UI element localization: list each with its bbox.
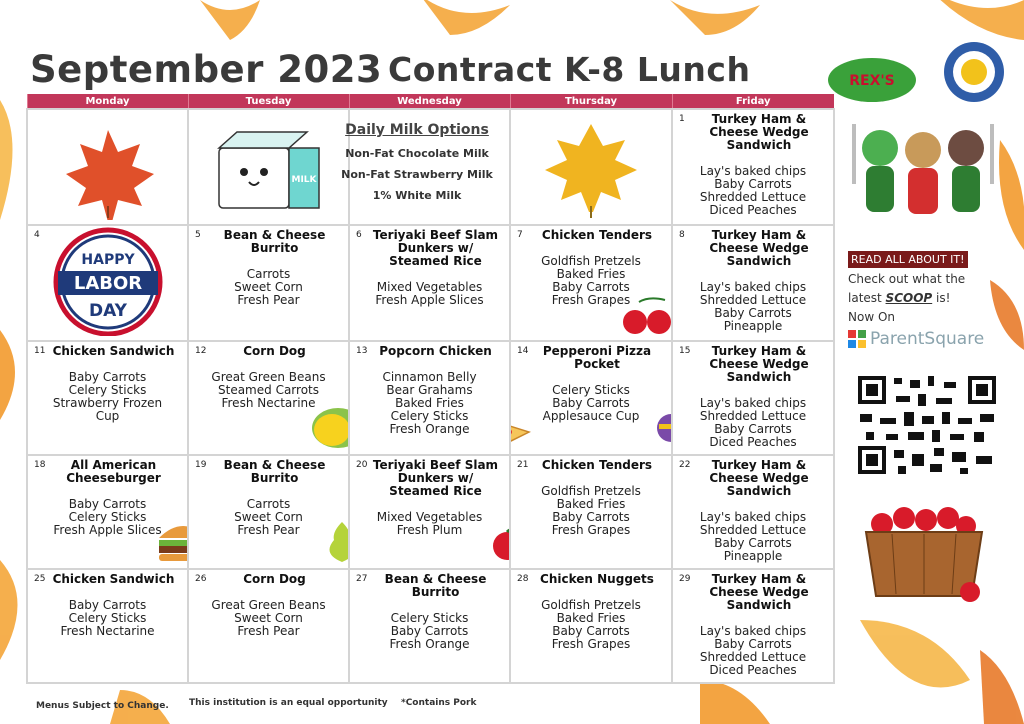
side-item: Baked Fries xyxy=(556,267,626,281)
entree: Turkey Ham & Cheese Wedge Sandwich xyxy=(709,344,809,384)
side-item: Fresh Nectarine xyxy=(60,624,155,638)
apple-icon xyxy=(487,524,510,564)
side-item: Shredded Lettuce xyxy=(699,190,807,204)
entree: Corn Dog xyxy=(243,344,306,358)
side-item: Baby Carrots xyxy=(68,497,147,511)
side-item: Goldfish Pretzels xyxy=(541,598,641,612)
news-text xyxy=(848,270,998,327)
entree: Pepperoni Pizza Pocket xyxy=(542,344,652,371)
sides-list xyxy=(189,599,348,638)
side-item: Celery Sticks xyxy=(390,409,469,423)
side-item: Shredded Lettuce xyxy=(699,293,807,307)
entree: Turkey Ham & Cheese Wedge Sandwich xyxy=(709,112,809,152)
day-number: 26 xyxy=(195,574,207,584)
milk-option: Non-Fat Chocolate Milk xyxy=(345,147,489,160)
week2-friday-cell xyxy=(672,225,834,341)
milk-option: Non-Fat Strawberry Milk xyxy=(341,168,493,181)
week3-friday-cell xyxy=(672,341,834,455)
day-number: 13 xyxy=(356,346,368,356)
sides-list xyxy=(350,511,509,537)
day-header-tuesday: Tuesday xyxy=(188,94,349,109)
side-item: Shredded Lettuce xyxy=(699,409,807,423)
side-item: Carrots xyxy=(246,497,291,511)
week2-thursday-cell xyxy=(510,225,672,341)
day-number: 6 xyxy=(356,230,362,240)
grape-character-icon xyxy=(653,408,672,448)
labor-day-line3: DAY xyxy=(89,301,127,321)
side-item: Cinnamon Belly xyxy=(382,370,477,384)
side-item: Sweet Corn xyxy=(234,280,303,294)
side-item: Lay's baked chips xyxy=(699,396,807,410)
entree: Bean & Cheese Burrito xyxy=(223,458,326,485)
week5-thursday-cell xyxy=(510,569,672,683)
news-line2 xyxy=(848,289,998,308)
qr-code-image[interactable] xyxy=(856,374,998,476)
side-item: Baby Carrots xyxy=(68,370,147,384)
side-item: Great Green Beans xyxy=(211,598,326,612)
district-seal-logo xyxy=(928,40,1020,104)
side-item: Baked Fries xyxy=(395,396,464,410)
day-number: 21 xyxy=(517,460,529,470)
side-item: Celery Sticks xyxy=(390,611,469,625)
sides-list xyxy=(673,281,833,333)
side-item: Fresh Apple Slices xyxy=(53,523,162,537)
sides-list xyxy=(673,397,833,449)
day-header-friday: Friday xyxy=(672,94,834,109)
side-item: Fresh Orange xyxy=(389,422,470,436)
side-item: Bear Grahams xyxy=(386,383,473,397)
news-line1: Check out what the xyxy=(848,272,966,286)
week5-monday-cell xyxy=(27,569,188,683)
parentsquare-label: ParentSquare xyxy=(870,329,985,349)
day-header-thursday: Thursday xyxy=(510,94,672,109)
read-all-badge: READ ALL ABOUT IT! xyxy=(848,251,968,268)
side-item: Pineapple xyxy=(723,319,783,333)
yellow-leaf-icon xyxy=(511,110,671,220)
side-item: Fresh Apple Slices xyxy=(375,293,484,307)
side-item: Fresh Nectarine xyxy=(221,396,316,410)
news-line2-suffix: is! xyxy=(932,291,951,305)
week4-wednesday-cell xyxy=(349,455,510,569)
pizza-slice-icon xyxy=(510,418,531,448)
side-item: Celery Sticks xyxy=(68,510,147,524)
footer-equal-opportunity: This institution is an equal opportunity xyxy=(186,697,391,709)
week4-tuesday-cell xyxy=(188,455,349,569)
entree: Bean & Cheese Burrito xyxy=(223,228,326,255)
sides-list xyxy=(28,599,187,638)
side-item: Sweet Corn xyxy=(234,611,303,625)
sides-list xyxy=(350,371,509,436)
parentsquare-icon xyxy=(848,330,866,348)
entree: Teriyaki Beef Slam Dunkers w/ Steamed Rice xyxy=(372,458,499,498)
side-item: Fresh Grapes xyxy=(551,523,631,537)
day-number: 14 xyxy=(517,346,529,356)
week5-wednesday-cell xyxy=(349,569,510,683)
side-item: Celery Sticks xyxy=(552,383,630,397)
sides-list xyxy=(511,485,671,537)
week2-monday-cell xyxy=(27,225,188,341)
maple-leaf-icon xyxy=(28,110,188,220)
page-title-month: September 2023 xyxy=(30,48,383,91)
carton-label: MILK xyxy=(291,175,317,185)
day-number: 5 xyxy=(195,230,201,240)
side-item: Baby Carrots xyxy=(552,396,630,410)
day-number: 28 xyxy=(517,574,529,584)
day-number: 7 xyxy=(517,230,523,240)
week2-tuesday-cell xyxy=(188,225,349,341)
sides-list xyxy=(673,165,833,217)
side-item: Diced Peaches xyxy=(709,203,797,217)
milk-options-heading: Daily Milk Options xyxy=(345,122,489,138)
pear-character-icon xyxy=(322,516,349,566)
side-item: Lay's baked chips xyxy=(699,510,807,524)
day-number: 12 xyxy=(195,346,207,356)
news-line3: Now On xyxy=(848,310,895,324)
side-item: Fresh Plum xyxy=(396,523,463,537)
week4-monday-cell xyxy=(27,455,188,569)
sides-list xyxy=(350,281,509,307)
entree: Turkey Ham & Cheese Wedge Sandwich xyxy=(709,458,809,498)
week3-tuesday-cell xyxy=(188,341,349,455)
side-item: Baby Carrots xyxy=(714,536,792,550)
day-header-wednesday: Wednesday xyxy=(349,94,510,109)
week1-monday-cell xyxy=(27,109,188,225)
side-item: Great Green Beans xyxy=(211,370,326,384)
side-item: Lay's baked chips xyxy=(699,164,807,178)
footer-pork-note: *Contains Pork xyxy=(398,697,479,709)
side-item: Baby Carrots xyxy=(390,624,469,638)
sides-list xyxy=(673,625,833,677)
day-number: 8 xyxy=(679,230,685,240)
sides-list xyxy=(28,371,187,423)
side-item: Mixed Vegetables xyxy=(376,510,483,524)
side-item: Strawberry Frozen xyxy=(52,396,163,410)
entree: Bean & Cheese Burrito xyxy=(384,572,487,599)
side-item: Applesauce Cup xyxy=(542,409,640,423)
side-item: Fresh Pear xyxy=(237,293,300,307)
entree: Turkey Ham & Cheese Wedge Sandwich xyxy=(709,228,809,268)
day-number: 19 xyxy=(195,460,207,470)
side-item: Lay's baked chips xyxy=(699,624,807,638)
side-item: Baked Fries xyxy=(556,497,626,511)
side-item: Baby Carrots xyxy=(552,624,630,638)
side-item: Baked Fries xyxy=(556,611,626,625)
milk-options xyxy=(325,122,509,206)
rexs-cafe-logo xyxy=(826,52,918,104)
side-item: Fresh Pear xyxy=(237,523,300,537)
side-item: Shredded Lettuce xyxy=(699,523,807,537)
side-item: Diced Peaches xyxy=(709,435,797,449)
entree: Popcorn Chicken xyxy=(379,344,492,358)
week4-friday-cell xyxy=(672,455,834,569)
sides-list xyxy=(350,612,509,651)
week5-tuesday-cell xyxy=(188,569,349,683)
side-item: Baby Carrots xyxy=(714,422,792,436)
side-item: Mixed Vegetables xyxy=(376,280,483,294)
milk-option: 1% White Milk xyxy=(372,189,462,202)
side-item: Fresh Orange xyxy=(389,637,470,651)
entree: Corn Dog xyxy=(243,572,306,586)
side-item: Celery Sticks xyxy=(68,611,147,625)
side-item: Steamed Carrots xyxy=(218,383,319,397)
parentsquare-link[interactable] xyxy=(848,329,998,349)
day-number: 27 xyxy=(356,574,368,584)
entree: Chicken Sandwich xyxy=(52,572,175,586)
day-number: 29 xyxy=(679,574,691,584)
day-number: 20 xyxy=(356,460,368,470)
week1-thursday-cell xyxy=(510,109,672,225)
week1-friday-cell xyxy=(672,109,834,225)
entree: Turkey Ham & Cheese Wedge Sandwich xyxy=(709,572,809,612)
side-item: Baby Carrots xyxy=(68,598,147,612)
day-number: 18 xyxy=(34,460,46,470)
day-header-monday: Monday xyxy=(27,94,188,109)
labor-day-line1: HAPPY xyxy=(81,252,135,268)
day-number: 22 xyxy=(679,460,691,470)
day-number: 15 xyxy=(679,346,691,356)
side-item: Fresh Grapes xyxy=(551,637,631,651)
entree: All American Cheeseburger xyxy=(66,458,161,485)
entree: Chicken Sandwich xyxy=(52,344,175,358)
week3-monday-cell xyxy=(27,341,188,455)
day-number: 11 xyxy=(34,346,46,356)
side-item: Celery Sticks xyxy=(68,383,147,397)
side-item: Fresh Grapes xyxy=(551,293,631,307)
scoop-text: SCOOP xyxy=(885,291,933,305)
cherries-icon xyxy=(619,292,672,336)
labor-day-line2: LABOR xyxy=(73,273,143,294)
labor-day-badge xyxy=(28,226,188,336)
side-item: Lay's baked chips xyxy=(699,280,807,294)
side-item: Goldfish Pretzels xyxy=(541,254,641,268)
news-line2-prefix: latest xyxy=(848,291,886,305)
day-number: 25 xyxy=(34,574,46,584)
week2-wednesday-cell xyxy=(349,225,510,341)
week3-thursday-cell xyxy=(510,341,672,455)
sides-list xyxy=(673,511,833,563)
sides-list xyxy=(511,384,671,423)
entree: Chicken Tenders xyxy=(541,458,653,472)
entree: Chicken Tenders xyxy=(541,228,653,242)
day-number: 1 xyxy=(679,114,685,124)
svg-text:REX'S: REX'S xyxy=(849,73,895,89)
burger-icon xyxy=(155,516,188,566)
side-item: Goldfish Pretzels xyxy=(541,484,641,498)
side-item: Pineapple xyxy=(723,549,783,563)
sides-list xyxy=(189,268,348,307)
sides-list xyxy=(511,599,671,651)
side-item: Baby Carrots xyxy=(552,510,630,524)
side-item: Sweet Corn xyxy=(234,510,303,524)
entree: Teriyaki Beef Slam Dunkers w/ Steamed Rice xyxy=(372,228,499,268)
mascot-characters-image xyxy=(848,118,998,230)
day-number: 4 xyxy=(34,230,40,240)
week3-wednesday-cell xyxy=(349,341,510,455)
side-item: Baby Carrots xyxy=(714,306,792,320)
lemon-icon xyxy=(298,402,349,452)
side-item: Fresh Pear xyxy=(237,624,300,638)
week5-friday-cell xyxy=(672,569,834,683)
page-title-menu: Contract K-8 Lunch xyxy=(388,50,751,89)
apple-basket-image xyxy=(852,500,1002,608)
side-item: Baby Carrots xyxy=(714,637,792,651)
side-item: Baby Carrots xyxy=(714,177,792,191)
side-item: Carrots xyxy=(246,267,291,281)
entree: Chicken Nuggets xyxy=(540,572,654,586)
side-item: Cup xyxy=(95,409,120,423)
side-item: Shredded Lettuce xyxy=(699,650,807,664)
news-panel xyxy=(848,248,998,349)
side-item: Diced Peaches xyxy=(709,663,797,677)
week4-thursday-cell xyxy=(510,455,672,569)
side-item: Baby Carrots xyxy=(552,280,630,294)
footer-change-note: Menus Subject to Change. xyxy=(36,701,169,711)
